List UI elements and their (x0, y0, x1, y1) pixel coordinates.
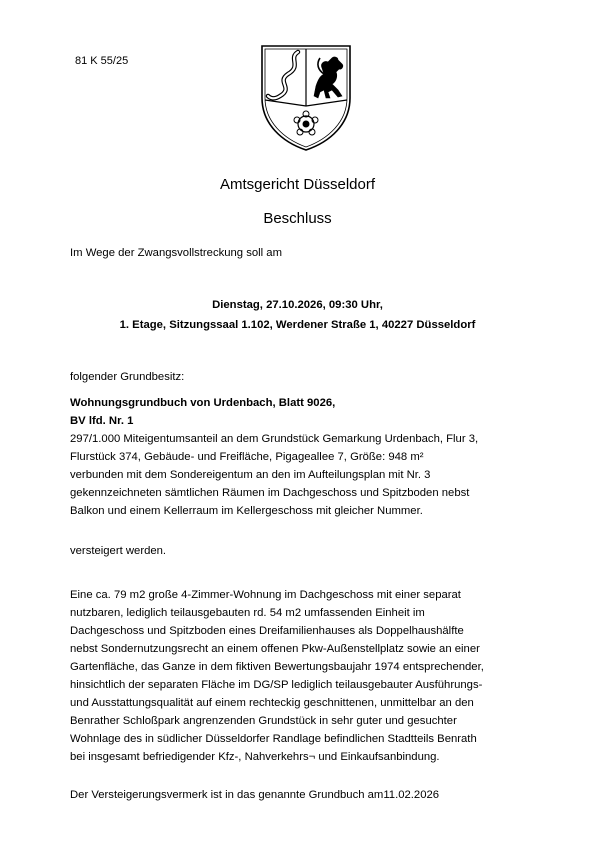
appointment-date-time: Dienstag, 27.10.2026, 09:30 Uhr, (212, 299, 383, 311)
nrw-coat-of-arms-icon (258, 40, 354, 152)
description-line: Balkon und einem Kellerraum im Kellergeschoss mit gleicher Nummer. (70, 505, 423, 517)
registration-note: Der Versteigerungsvermerk ist in das genannte Grundbuch am11.02.2026 (70, 789, 440, 801)
object-line: Wohnlage des in südlicher Düsseldorfer Randlage befindlichen Stadtteils Benrath (70, 733, 477, 745)
land-register-heading: Wohnungsgrundbuch von Urdenbach, Blatt 9026, (70, 397, 336, 409)
object-line: nebst Sondernutzungsrecht an einem offenen Pkw-Außenstellplatz sowie an einer (70, 643, 480, 655)
description-line: gekennzeichneten sämtlichen Räumen im Dachgeschoss und Spitzboden nebst (70, 487, 470, 499)
object-description (70, 586, 530, 766)
object-line: bei insgesamt befriedigender Kfz-, Nahverkehrs¬ und Einkaufsanbindung. (70, 751, 440, 763)
land-register-description (70, 430, 530, 520)
object-line: Dachgeschoss und Spitzboden eines Dreifamilienhauses als Doppelhaushälfte (70, 625, 464, 637)
object-line: Eine ca. 79 m2 große 4-Zimmer-Wohnung im Dachgeschoss mit einer separat (70, 589, 461, 601)
object-line: und Ausstattungsqualität auf einem rechteckig geschnittenen, unmittelbar an den (70, 697, 474, 709)
land-register-bv-number: BV lfd. Nr. 1 (70, 415, 134, 427)
auction-phrase: versteigert werden. (70, 545, 167, 557)
description-line: Flurstück 374, Gebäude- und Freifläche, Pigageallee 7, Größe: 948 m² (70, 451, 424, 463)
object-line: nutzbaren, lediglich teilausgebauten rd. 54 m2 umfassenden Einheit im (70, 607, 425, 619)
appointment-location: 1. Etage, Sitzungssaal 1.102, Werdener Straße 1, 40227 Düsseldorf (119, 319, 476, 331)
object-line: hinsichtlich der separaten Fläche im DG/SP lediglich teilausgebauter Ausführungs- (70, 679, 483, 691)
document-title: Beschluss (263, 210, 332, 227)
description-line: 297/1.000 Miteigentumsanteil an dem Grundstück Gemarkung Urdenbach, Flur 3, (70, 433, 479, 445)
court-name: Amtsgericht Düsseldorf (219, 176, 376, 193)
description-line: verbunden mit dem Sondereigentum an den im Aufteilungsplan mit Nr. 3 (70, 469, 431, 481)
property-label: folgender Grundbesitz: (70, 371, 185, 383)
case-number: 81 K 55/25 (75, 55, 129, 67)
object-line: Gartenfläche, das Ganze in dem fiktiven Bewertungsbaujahr 1974 entsprechender, (70, 661, 484, 673)
intro-text: Im Wege der Zwangsvollstreckung soll am (70, 247, 283, 259)
object-line: Benrather Schloßpark angrenzenden Grundstück in sehr guter und gesuchter (70, 715, 457, 727)
